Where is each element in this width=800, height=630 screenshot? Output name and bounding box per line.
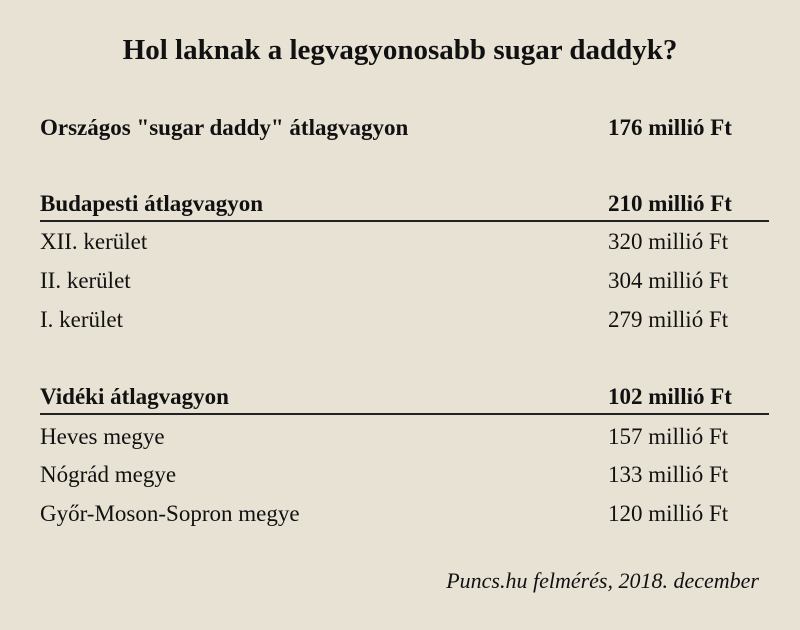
district-label: I. kerület (40, 307, 124, 332)
rural-average-label: Vidéki átlagvagyon (40, 384, 229, 409)
rural-average-value: 102 millió Ft (608, 384, 732, 409)
county-value: 157 millió Ft (608, 424, 729, 449)
page-title: Hol laknak a legvagyonosabb sugar daddyk? (122, 34, 678, 66)
national-average-row (40, 112, 769, 144)
county-value: 120 millió Ft (608, 501, 729, 526)
county-label: Heves megye (40, 424, 165, 449)
national-average-value: 176 millió Ft (608, 115, 732, 140)
district-value: 279 millió Ft (608, 307, 729, 332)
budapest-average-label: Budapesti átlagvagyon (40, 191, 264, 216)
district-label: XII. kerület (40, 229, 148, 254)
district-label: II. kerület (40, 268, 131, 293)
table-row (40, 498, 769, 530)
national-average-label: Országos "sugar daddy" átlagvagyon (40, 115, 409, 140)
source-note: Puncs.hu felmérés, 2018. december (446, 568, 759, 593)
table-row (40, 459, 769, 491)
table-row (40, 265, 769, 297)
table-row (40, 304, 769, 336)
table-row (40, 421, 769, 453)
district-value: 304 millió Ft (608, 268, 729, 293)
county-value: 133 millió Ft (608, 462, 729, 487)
rural-average-row (40, 381, 769, 415)
county-label: Győr-Moson-Sopron megye (40, 501, 300, 526)
budapest-average-value: 210 millió Ft (608, 191, 732, 216)
budapest-average-row (40, 188, 769, 222)
county-label: Nógrád megye (40, 462, 177, 487)
district-value: 320 millió Ft (608, 229, 729, 254)
table-row (40, 226, 769, 258)
